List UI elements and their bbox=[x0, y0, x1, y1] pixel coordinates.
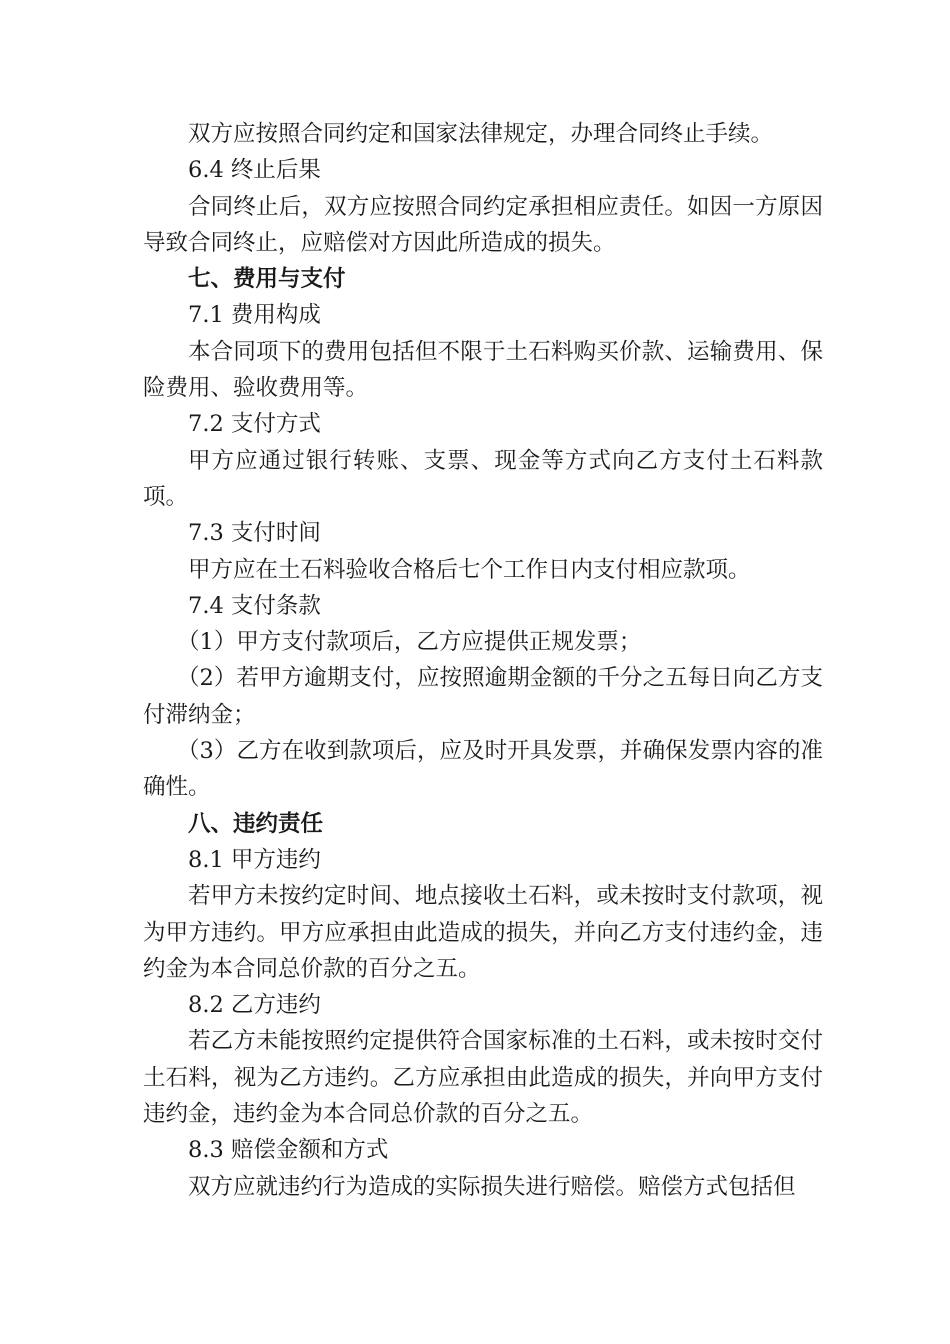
subheading-7-3: 7.3 支付时间 bbox=[188, 520, 321, 547]
paragraph-payment-time: 甲方应在土石料验收合格后七个工作日内支付相应款项。 bbox=[188, 556, 751, 583]
subheading-7-1: 7.1 费用构成 bbox=[188, 302, 321, 329]
subheading-8-3: 8.3 赔偿金额和方式 bbox=[188, 1137, 389, 1164]
section-heading-7: 七、费用与支付 bbox=[188, 266, 346, 293]
list-item-payment-1: （1）甲方支付款项后，乙方应提供正规发票； bbox=[177, 629, 642, 656]
subheading-7-4: 7.4 支付条款 bbox=[188, 592, 321, 619]
paragraph-termination-consequence: 合同终止后，双方应按照合同约定承担相应责任。如因一方原因导致合同终止，应赔偿对方因此所造成的损失。 bbox=[143, 193, 823, 256]
subheading-6-4: 6.4 终止后果 bbox=[188, 157, 321, 184]
paragraph-payment-method: 甲方应通过银行转账、支票、现金等方式向乙方支付土石料款项。 bbox=[143, 447, 823, 510]
subheading-7-2: 7.2 支付方式 bbox=[188, 411, 321, 438]
paragraph-termination-procedure: 双方应按照合同约定和国家法律规定，办理合同终止手续。 bbox=[188, 121, 774, 147]
paragraph-cost-composition: 本合同项下的费用包括但不限于土石料购买价款、运输费用、保险费用、验收费用等。 bbox=[143, 338, 823, 402]
list-item-payment-2: （2）若甲方逾期支付，应按照逾期金额的千分之五每日向乙方支付滞纳金； bbox=[143, 665, 823, 728]
subheading-8-2: 8.2 乙方违约 bbox=[188, 992, 321, 1019]
document-body bbox=[143, 116, 823, 1205]
paragraph-compensation: 双方应就违约行为造成的实际损失进行赔偿。赔偿方式包括但 bbox=[188, 1173, 796, 1200]
subheading-8-1: 8.1 甲方违约 bbox=[188, 846, 321, 873]
paragraph-party-a-breach: 若甲方未按约定时间、地点接收土石料，或未按时支付款项，视为甲方违约。甲方应承担由此造成的损失，并向乙方支付违约金，违约金为本合同总价款的百分之五。 bbox=[143, 883, 823, 982]
paragraph-party-b-breach: 若乙方未能按照约定提供符合国家标准的土石料，或未按时交付土石料，视为乙方违约。乙方应承担由此造成的损失，并向甲方支付违约金，违约金为本合同总价款的百分之五。 bbox=[143, 1028, 823, 1128]
section-heading-8: 八、违约责任 bbox=[188, 810, 324, 837]
list-item-payment-3: （3）乙方在收到款项后，应及时开具发票，并确保发票内容的准确性。 bbox=[143, 738, 823, 801]
